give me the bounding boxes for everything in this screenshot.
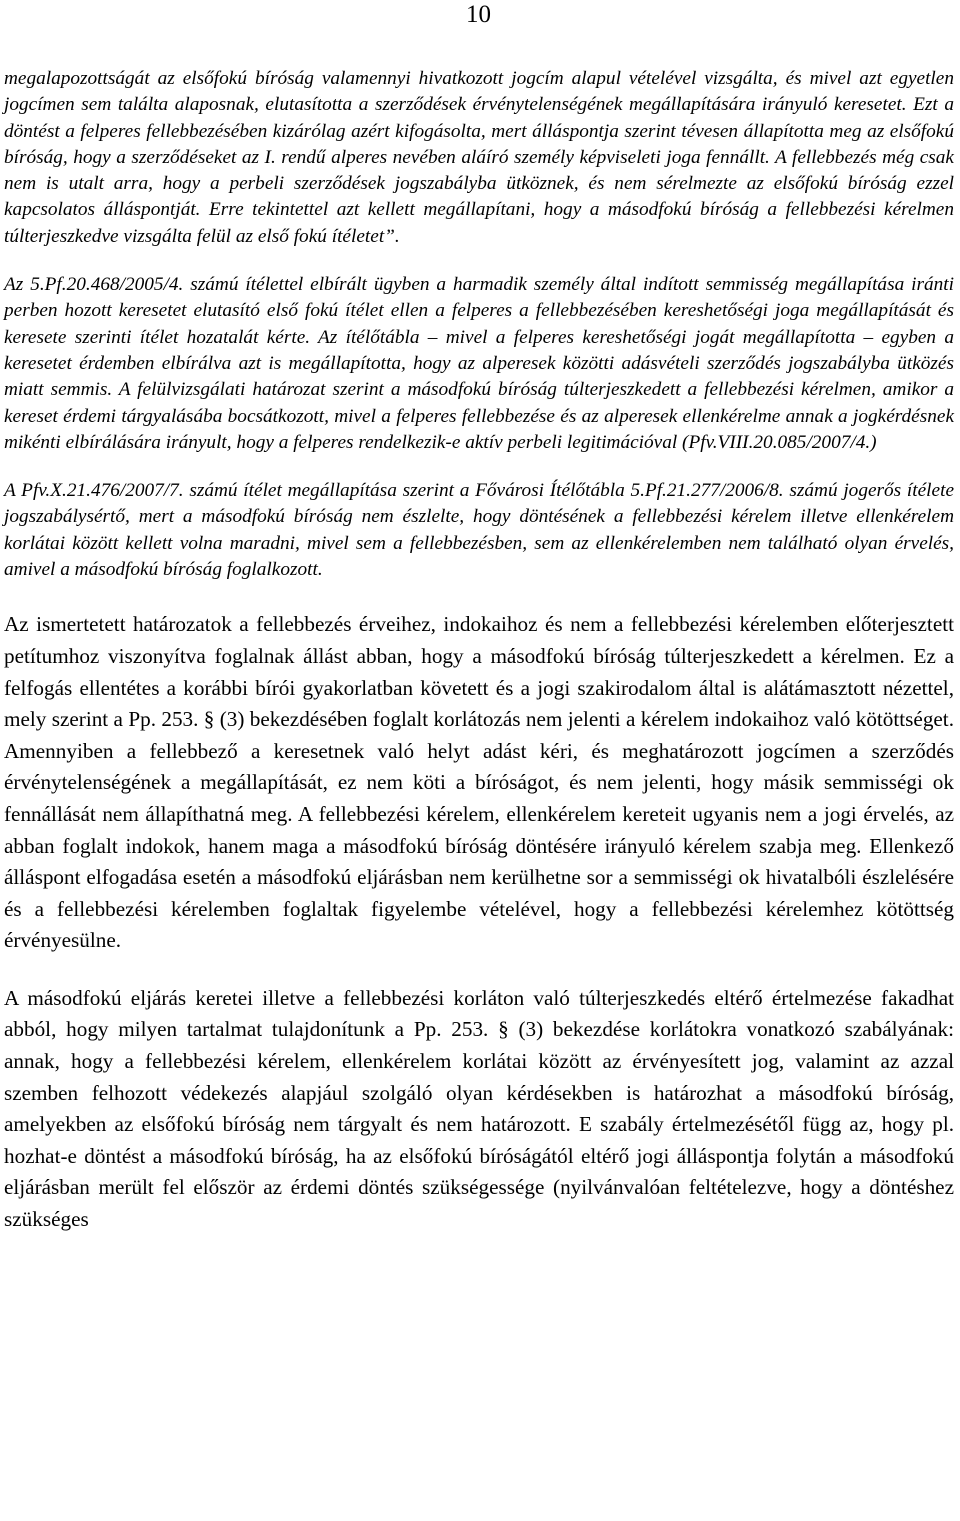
paragraph-3: A Pfv.X.21.476/2007/7. számú ítélet megállapítása szerint a Fővárosi Ítélőtábla 5.Pf.21.277/2006/8. számú jogerős ítélete jogszabálysértő, mert a másodfokú bíróság nem észlelte, hogy döntésének a fellebbezési kérelem illetve ellenkérelem korlátai között kellett volna maradni, mivel sem a fellebbezésben, sem az ellenkérelemben nem található olyan érvelés, amivel a másodfokú bíróság foglalkozott.: [4, 480, 954, 581]
paragraph-gap: [4, 250, 954, 272]
paragraph-gap: [4, 583, 954, 609]
paragraph-2: Az 5.Pf.20.468/2005/4. számú ítélettel elbírált ügyben a harmadik személy által indított semmisség megállapítása iránti perben hozott keresetet elutasító első fokú ítélet ellen a felperes a fellebbezésében kereshetőségi joga megállapítását és keresete szerinti ítélet hozatalát kérte. Az ítélőtábla – mivel a felperes kereshetőségi jogát megállapította – egyben a keresetet érdemben elbírálva azt is megállapította, hogy az alperesek közötti adásvételi szerződés jogszabályba ütközés miatt semmis. A felülvizsgálati határozat szerint a másodfokú bíróság túlterjeszkedett a fellebbezési kérelmen, amikor a kereset érdemi tárgyalásába bocsátkozott, mivel a felperes fellebbezése és az alperesek ellenkérelme annak a jogkérdésnek mikénti elbírálására irányult, hogy a felperes rendelkezik-e aktív perbeli legitimációval (Pfv.VIII.20.085/2007/4.): [4, 274, 954, 453]
paragraph-gap: [4, 456, 954, 478]
page-number: 10: [466, 1, 491, 28]
paragraph-4: Az ismertetett határozatok a fellebbezés érveihez, indokaihoz és nem a fellebbezési kérelemben előterjesztett petítumhoz viszonyítva foglalnak állást abban, hogy a másodfokú bíróság túlterjeszkedett a kérelmen. Ez a felfogás ellentétes a korábbi bírói gyakorlatban követett és a jogi szakirodalom által is alátámasztott nézettel, mely szerint a Pp. 253. § (3) bekezdésében foglalt korlátozás nem jelenti a kérelem indokaihoz való kötöttséget. Amennyiben a fellebbező a keresetnek való helyt adást kéri, és meghatározott jogcímen a szerződés érvénytelenségének a megállapítását, ez nem köti a bíróságot, és nem jelenti, hogy másik semmisségi ok fennállását nem állapíthatná meg. A fellebbezési kérelem, ellenkérelem kereteit ugyanis nem a jogi érvelés, az abban foglalt indokok, hanem maga a másodfokú bíróság döntésére irányuló kérelem szabja meg. Ellenkező álláspont elfogadása esetén a másodfokú eljárásban nem kerülhetne sor a semmisségi ok hivatalbóli észlelésére és a fellebbezési kérelemben foglaltak figyelembe vételével, hogy a fellebbezési kérelemhez kötöttség érvényesülne.: [4, 612, 954, 953]
paragraph-5: A másodfokú eljárás keretei illetve a fellebbezési korláton való túlterjeszkedés eltérő értelmezése fakadhat abból, hogy milyen tartalmat tulajdonítunk a Pp. 253. § (3) bekezdése korlátokra vonatkozó szabályának: annak, hogy a fellebbezési kérelem, ellenkérelem korlátai között az érvényesített jog, valamint az azzal szemben felhozott védekezés alapjául szolgáló olyan kérdésekben is határozhat a másodfokú bíróság, amelyekben az elsőfokú bíróság nem tárgyalt és nem határozott. E szabály értelmezésétől függ az, hogy pl. hozhat-e döntést a másodfokú bíróság, ha az elsőfokú bíróságától eltérő jogi álláspontja folytán a másodfokú eljárásban merült fel először az érdemi döntés szükségessége (nyilvánvalóan feltételezve, hogy a döntéshez szükséges: [4, 985, 954, 1232]
paragraph-1: megalapozottságát az elsőfokú bíróság valamennyi hivatkozott jogcím alapul vételével vizsgálta, és mivel azt egyetlen jogcímen sem találta alaposnak, elutasította a szerződések érvénytelenségének megállapítására irányuló keresetet. Ezt a döntést a felperes fellebbezésében kizárólag azért kifogásolta, mert álláspontja szerint tévesen állapította meg az elsőfokú bíróság, hogy a szerződéseket az I. rendű alperes nevében aláíró személy képviseleti joga fennállt. A fellebbezés még csak nem is utalt arra, hogy a perbeli szerződések jogszabályba ütköznek, és nem sérelmezte az elsőfokú bíróság ezzel kapcsolatos álláspontját. Erre tekintettel azt kellett megállapítani, hogy a másodfokú bíróság a fellebbezési kérelmen túlterjeszkedve vizsgálta felül az első fokú ítéletet”.: [4, 68, 954, 247]
document-body: [4, 66, 954, 1236]
paragraph-gap: [4, 957, 954, 983]
